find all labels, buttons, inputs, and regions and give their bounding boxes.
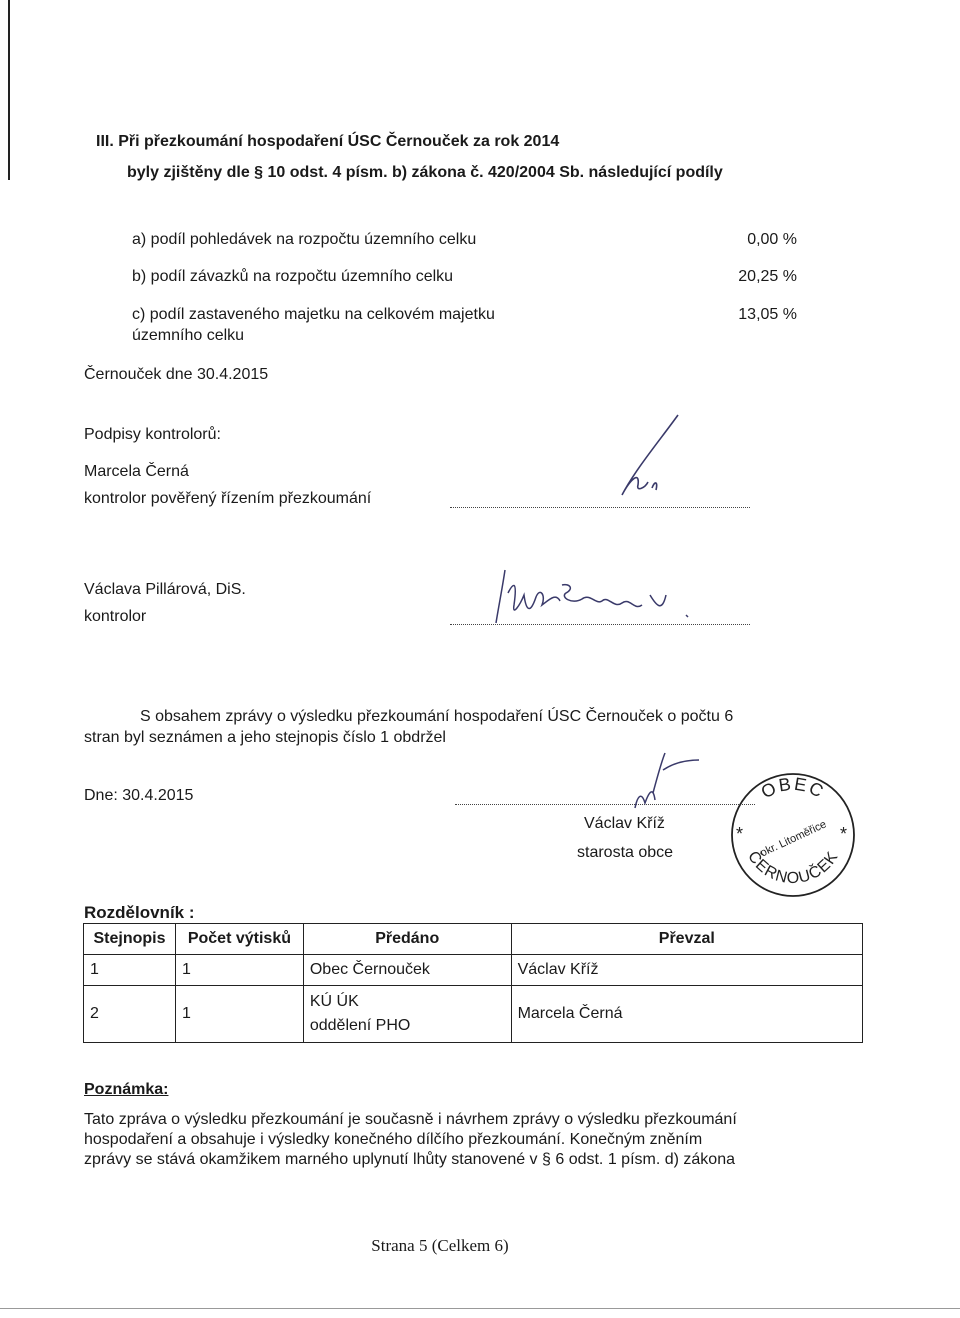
col-header-copy: Stejnopis: [84, 924, 176, 955]
stamp-star-left: *: [736, 824, 744, 844]
signature-3-scribble: [615, 748, 705, 818]
share-a-label: a) podíl pohledávek na rozpočtu územního celku: [132, 231, 477, 248]
row1-received-by: Václav Kříž: [511, 955, 862, 986]
share-c-label-2: územního celku: [132, 327, 245, 344]
row2-handed-cell: [303, 986, 511, 1043]
signer2-name: Václava Pillárová, DiS.: [84, 581, 246, 598]
scan-bottom-line: [0, 1308, 960, 1309]
signatures-title: Podpisy kontrolorů:: [84, 426, 221, 443]
ack-line2: stran byl seznámen a jeho stejnopis číslo 1 obdržel: [84, 729, 446, 746]
share-b-label: b) podíl závazků na rozpočtu územního celku: [132, 268, 454, 285]
stamp-center-text: okr. Litoměřice: [758, 818, 829, 860]
place-date: Černouček dne 30.4.2015: [84, 366, 269, 383]
stamp-top-text: OBEC: [757, 773, 829, 803]
note-line2: hospodaření a obsahuje i výsledky konečného dílčího přezkoumání. Konečným zněním: [84, 1131, 703, 1148]
share-c-label: c) podíl zastaveného majetku na celkovém majetku: [132, 306, 495, 323]
row2-copy: 2: [84, 986, 176, 1043]
scan-edge-line: [8, 0, 10, 180]
share-a-value: 0,00 %: [747, 231, 797, 248]
note-title: Poznámka:: [84, 1081, 169, 1098]
distribution-title: Rozdělovník :: [84, 903, 195, 922]
row2-received-by: Marcela Černá: [511, 986, 862, 1043]
svg-text:OBEC: [758, 774, 828, 803]
table-row: [84, 955, 863, 986]
note-line1: Tato zpráva o výsledku přezkoumání je současně i návrhem zprávy o výsledku přezkoumání: [84, 1111, 737, 1128]
table-row: [84, 986, 863, 1043]
signature-line-1: [450, 507, 750, 508]
share-b-value: 20,25 %: [738, 268, 797, 285]
section-heading-line2: byly zjištěny dle § 10 odst. 4 písm. b) zákona č. 420/2004 Sb. následující podíly: [127, 164, 723, 181]
municipal-stamp: [728, 770, 858, 900]
col-header-received: Převzal: [511, 924, 862, 955]
ack-line1: S obsahem zprávy o výsledku přezkoumání hospodaření ÚSC Černouček o počtu 6: [140, 708, 734, 725]
signer1-name: Marcela Černá: [84, 463, 189, 480]
row1-count: 1: [175, 955, 303, 986]
page-footer: Strana 5 (Celkem 6): [371, 1236, 509, 1255]
signer2-role: kontrolor: [84, 608, 147, 625]
stamp-star-right: *: [840, 824, 848, 844]
col-header-handed: Předáno: [303, 924, 511, 955]
row1-copy: 1: [84, 955, 176, 986]
svg-text:ČERNOUČEK: [744, 847, 842, 887]
row2-handed-to: KÚ ÚK: [309, 993, 359, 1010]
row2-handed-to-2: oddělení PHO: [309, 1017, 411, 1034]
section-heading-line1: III. Při přezkoumání hospodaření ÚSC Černouček za rok 2014: [96, 133, 560, 150]
signature-line-3: [455, 804, 755, 805]
note-line3: zprávy se stává okamžikem marného uplynutí lhůty stanovené v § 6 odst. 1 písm. d) zákona: [84, 1151, 735, 1168]
distribution-table: [83, 923, 863, 1043]
mayor-name: Václav Kříž: [584, 815, 665, 832]
stamp-bottom-text: ČERNOUČEK: [744, 848, 842, 888]
ack-date: Dne: 30.4.2015: [84, 787, 194, 804]
col-header-count: Počet výtisků: [175, 924, 303, 955]
signature-1-scribble: [600, 410, 690, 505]
signer1-role: kontrolor pověřený řízením přezkoumání: [84, 490, 372, 507]
row2-count: 1: [175, 986, 303, 1043]
signature-2-scribble: [490, 565, 720, 630]
mayor-role: starosta obce: [577, 844, 674, 861]
row1-handed-to: Obec Černouček: [303, 955, 511, 986]
share-c-value: 13,05 %: [738, 306, 797, 323]
